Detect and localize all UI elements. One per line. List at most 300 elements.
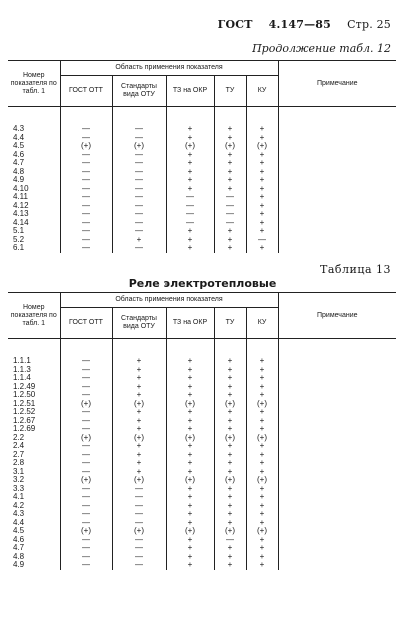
otu-cell: — bbox=[112, 244, 166, 253]
table-row bbox=[8, 408, 396, 417]
tu-cell: (+) bbox=[214, 142, 246, 151]
page-number: Стр. 25 bbox=[347, 18, 391, 31]
indicator-number: 4.2 bbox=[13, 500, 25, 510]
note-cell bbox=[278, 357, 396, 366]
note-cell bbox=[278, 434, 396, 443]
ku-cell: (+) bbox=[246, 476, 278, 485]
tz-cell: + bbox=[166, 357, 214, 366]
tz-cell: + bbox=[166, 168, 214, 177]
ott-cell: (+) bbox=[60, 527, 112, 536]
ott-cell: — bbox=[60, 244, 112, 253]
tu-cell: + bbox=[214, 374, 246, 383]
column-header-ott: ГОСТ ОТТ bbox=[60, 308, 112, 339]
tz-cell: + bbox=[166, 134, 214, 143]
note-cell bbox=[278, 485, 396, 494]
tu-cell: + bbox=[214, 553, 246, 562]
ott-cell: — bbox=[60, 468, 112, 477]
otu-cell: + bbox=[112, 451, 166, 460]
ott-cell: — bbox=[60, 383, 112, 392]
column-header-note: Примечание bbox=[278, 61, 396, 107]
ott-cell: — bbox=[60, 176, 112, 185]
note-cell bbox=[278, 544, 396, 553]
tu-cell: + bbox=[214, 544, 246, 553]
tz-cell: + bbox=[166, 244, 214, 253]
column-header-ku: КУ bbox=[246, 76, 278, 107]
ku-cell: + bbox=[246, 193, 278, 202]
note-cell bbox=[278, 519, 396, 528]
otu-cell: — bbox=[112, 519, 166, 528]
table12-continuation-title: Продолжение табл. 12 bbox=[252, 42, 391, 55]
note-cell bbox=[278, 244, 396, 253]
indicator-number: 1.2.51 bbox=[13, 398, 36, 408]
ott-cell: — bbox=[60, 536, 112, 545]
tu-cell: + bbox=[214, 417, 246, 426]
note-cell bbox=[278, 408, 396, 417]
otu-cell: + bbox=[112, 357, 166, 366]
table-row bbox=[8, 185, 396, 194]
note-cell bbox=[278, 227, 396, 236]
tu-cell: + bbox=[214, 451, 246, 460]
otu-cell: — bbox=[112, 561, 166, 570]
indicator-number: 4.14 bbox=[13, 217, 29, 227]
note-cell bbox=[278, 425, 396, 434]
note-cell bbox=[278, 142, 396, 151]
tz-cell: + bbox=[166, 417, 214, 426]
indicator-number: 4.8 bbox=[13, 166, 25, 176]
indicator-number: 1.2.52 bbox=[13, 407, 36, 416]
tz-cell: + bbox=[166, 468, 214, 477]
note-cell bbox=[278, 493, 396, 502]
note-cell bbox=[278, 553, 396, 562]
tu-cell: + bbox=[214, 485, 246, 494]
indicator-number: 2.2 bbox=[13, 432, 25, 442]
ott-cell: — bbox=[60, 502, 112, 511]
tu-cell: + bbox=[214, 425, 246, 434]
note-cell bbox=[278, 459, 396, 468]
tz-cell: + bbox=[166, 185, 214, 194]
table-row bbox=[8, 434, 396, 443]
otu-cell: + bbox=[112, 383, 166, 392]
ku-cell: + bbox=[246, 210, 278, 219]
otu-cell: + bbox=[112, 417, 166, 426]
ott-cell: (+) bbox=[60, 142, 112, 151]
table-row bbox=[8, 168, 396, 177]
indicator-number: 4.6 bbox=[13, 149, 25, 159]
indicator-number: 2.8 bbox=[13, 458, 25, 467]
note-cell bbox=[278, 510, 396, 519]
note-cell bbox=[278, 168, 396, 177]
table13-title: Реле электротепловые bbox=[128, 277, 277, 290]
ku-cell: + bbox=[246, 417, 278, 426]
tz-cell: — bbox=[166, 219, 214, 228]
note-cell bbox=[278, 210, 396, 219]
tz-cell: + bbox=[166, 159, 214, 168]
table-row bbox=[8, 142, 396, 151]
tz-cell: (+) bbox=[166, 142, 214, 151]
ott-cell: — bbox=[60, 485, 112, 494]
table-row bbox=[8, 510, 396, 519]
tz-cell: + bbox=[166, 236, 214, 245]
otu-cell: (+) bbox=[112, 476, 166, 485]
note-cell bbox=[278, 400, 396, 409]
tz-cell: + bbox=[166, 519, 214, 528]
ott-cell: — bbox=[60, 408, 112, 417]
tu-cell: — bbox=[214, 202, 246, 211]
note-cell bbox=[278, 391, 396, 400]
tu-cell: + bbox=[214, 366, 246, 375]
table-row bbox=[8, 193, 396, 202]
tz-cell: + bbox=[166, 391, 214, 400]
table-12 bbox=[8, 60, 396, 253]
tz-cell: + bbox=[166, 544, 214, 553]
ku-cell: + bbox=[246, 374, 278, 383]
ott-cell: — bbox=[60, 125, 112, 134]
tu-cell: — bbox=[214, 536, 246, 545]
note-cell bbox=[278, 383, 396, 392]
otu-cell: (+) bbox=[112, 400, 166, 409]
otu-cell: + bbox=[112, 408, 166, 417]
table-12-body bbox=[8, 107, 396, 253]
ott-cell: — bbox=[60, 459, 112, 468]
ott-cell: — bbox=[60, 236, 112, 245]
tz-cell: + bbox=[166, 561, 214, 570]
ott-cell: (+) bbox=[60, 400, 112, 409]
column-header-number: Номер показателя по табл. 1 bbox=[8, 61, 60, 107]
table13-label: Таблица 13 bbox=[320, 263, 391, 276]
tu-cell: + bbox=[214, 459, 246, 468]
otu-cell: — bbox=[112, 553, 166, 562]
otu-cell: (+) bbox=[112, 527, 166, 536]
tu-cell: + bbox=[214, 493, 246, 502]
otu-cell: — bbox=[112, 227, 166, 236]
tz-cell: + bbox=[166, 425, 214, 434]
indicator-number: 4.7 bbox=[13, 543, 25, 552]
tu-cell: + bbox=[214, 510, 246, 519]
table-row bbox=[8, 151, 396, 160]
ott-cell: — bbox=[60, 357, 112, 366]
table-row bbox=[8, 244, 396, 253]
tu-cell: + bbox=[214, 357, 246, 366]
indicator-number: 4.13 bbox=[13, 209, 29, 218]
tz-cell: + bbox=[166, 227, 214, 236]
otu-cell: + bbox=[112, 366, 166, 375]
indicator-number: 4.5 bbox=[13, 141, 25, 150]
ku-cell: + bbox=[246, 459, 278, 468]
column-header-area: Область применения показателя bbox=[60, 293, 278, 308]
tz-cell: + bbox=[166, 408, 214, 417]
ku-cell: + bbox=[246, 125, 278, 134]
note-cell bbox=[278, 193, 396, 202]
column-header-tz: ТЗ на ОКР bbox=[166, 76, 214, 107]
table-row bbox=[8, 374, 396, 383]
note-cell bbox=[278, 527, 396, 536]
ku-cell: (+) bbox=[246, 527, 278, 536]
table-row bbox=[8, 527, 396, 536]
ott-cell: (+) bbox=[60, 476, 112, 485]
ott-cell: — bbox=[60, 374, 112, 383]
tz-cell: + bbox=[166, 493, 214, 502]
table-row bbox=[8, 493, 396, 502]
ott-cell: — bbox=[60, 417, 112, 426]
indicator-number: 1.2.50 bbox=[13, 390, 36, 399]
otu-cell: + bbox=[112, 374, 166, 383]
tu-cell: + bbox=[214, 391, 246, 400]
tz-cell: (+) bbox=[166, 400, 214, 409]
ku-cell: (+) bbox=[246, 400, 278, 409]
tz-cell: + bbox=[166, 536, 214, 545]
tz-cell: (+) bbox=[166, 476, 214, 485]
tu-cell: + bbox=[214, 383, 246, 392]
tz-cell: + bbox=[166, 125, 214, 134]
ku-cell: + bbox=[246, 502, 278, 511]
ku-cell: + bbox=[246, 244, 278, 253]
page-header bbox=[218, 18, 391, 31]
otu-cell: — bbox=[112, 485, 166, 494]
indicator-number: 4.12 bbox=[13, 200, 29, 210]
note-cell bbox=[278, 134, 396, 143]
note-cell bbox=[278, 236, 396, 245]
table-row bbox=[8, 125, 396, 134]
table-row bbox=[8, 202, 396, 211]
indicator-number: 4.4 bbox=[13, 132, 25, 142]
ku-cell: + bbox=[246, 383, 278, 392]
tu-cell: + bbox=[214, 519, 246, 528]
indicator-number: 4.10 bbox=[13, 183, 29, 193]
note-cell bbox=[278, 536, 396, 545]
note-cell bbox=[278, 451, 396, 460]
tu-cell: + bbox=[214, 561, 246, 570]
tu-cell: + bbox=[214, 125, 246, 134]
ku-cell: + bbox=[246, 536, 278, 545]
otu-cell: — bbox=[112, 185, 166, 194]
ku-cell: — bbox=[246, 236, 278, 245]
indicator-number: 2.7 bbox=[13, 449, 25, 459]
note-cell bbox=[278, 502, 396, 511]
note-cell bbox=[278, 125, 396, 134]
ott-cell: — bbox=[60, 210, 112, 219]
otu-cell: — bbox=[112, 510, 166, 519]
otu-cell: — bbox=[112, 193, 166, 202]
otu-cell: — bbox=[112, 151, 166, 160]
otu-cell: — bbox=[112, 134, 166, 143]
table-row bbox=[8, 219, 396, 228]
note-cell bbox=[278, 219, 396, 228]
table-row bbox=[8, 391, 396, 400]
note-cell bbox=[278, 151, 396, 160]
otu-cell: + bbox=[112, 442, 166, 451]
tz-cell: + bbox=[166, 366, 214, 375]
note-cell bbox=[278, 185, 396, 194]
otu-cell: + bbox=[112, 468, 166, 477]
table-row bbox=[8, 210, 396, 219]
ku-cell: (+) bbox=[246, 142, 278, 151]
ott-cell: — bbox=[60, 561, 112, 570]
ku-cell: + bbox=[246, 408, 278, 417]
column-header-tz: ТЗ на ОКР bbox=[166, 308, 214, 339]
column-header-note: Примечание bbox=[278, 293, 396, 339]
indicator-number: 4.9 bbox=[13, 175, 25, 184]
table-row bbox=[8, 553, 396, 562]
ott-cell: — bbox=[60, 185, 112, 194]
column-header-otu: Стандарты вида ОТУ bbox=[112, 76, 166, 107]
ku-cell: + bbox=[246, 519, 278, 528]
ku-cell: + bbox=[246, 468, 278, 477]
tz-cell: + bbox=[166, 502, 214, 511]
ku-cell: + bbox=[246, 134, 278, 143]
ku-cell: + bbox=[246, 561, 278, 570]
ott-cell: — bbox=[60, 391, 112, 400]
ku-cell: + bbox=[246, 168, 278, 177]
indicator-number: 1.2.67 bbox=[13, 415, 36, 425]
otu-cell: — bbox=[112, 176, 166, 185]
tu-cell: + bbox=[214, 168, 246, 177]
ott-cell: — bbox=[60, 519, 112, 528]
standard-number: 4.147—85 bbox=[268, 18, 331, 31]
indicator-number: 3.3 bbox=[13, 483, 25, 493]
ott-cell: — bbox=[60, 366, 112, 375]
indicator-number: 4.8 bbox=[13, 551, 25, 561]
otu-cell: + bbox=[112, 236, 166, 245]
ku-cell: + bbox=[246, 391, 278, 400]
ku-cell: + bbox=[246, 442, 278, 451]
ott-cell: — bbox=[60, 451, 112, 460]
ott-cell: — bbox=[60, 168, 112, 177]
ku-cell: + bbox=[246, 159, 278, 168]
tz-cell: + bbox=[166, 459, 214, 468]
tu-cell: — bbox=[214, 219, 246, 228]
tz-cell: + bbox=[166, 176, 214, 185]
note-cell bbox=[278, 159, 396, 168]
ku-cell: + bbox=[246, 553, 278, 562]
indicator-number: 4.11 bbox=[13, 192, 28, 201]
tz-cell: + bbox=[166, 485, 214, 494]
otu-cell: — bbox=[112, 125, 166, 134]
tu-cell: + bbox=[214, 227, 246, 236]
table-row bbox=[8, 459, 396, 468]
otu-cell: — bbox=[112, 159, 166, 168]
column-header-tu: ТУ bbox=[214, 76, 246, 107]
note-cell bbox=[278, 468, 396, 477]
otu-cell: — bbox=[112, 168, 166, 177]
tz-cell: + bbox=[166, 383, 214, 392]
tu-cell: + bbox=[214, 244, 246, 253]
indicator-number: 1.1.4 bbox=[13, 373, 31, 382]
tz-cell: + bbox=[166, 151, 214, 160]
note-cell bbox=[278, 176, 396, 185]
tu-cell: + bbox=[214, 176, 246, 185]
table-row bbox=[8, 442, 396, 451]
table-row bbox=[8, 357, 396, 366]
otu-cell: — bbox=[112, 544, 166, 553]
standard-label: ГОСТ bbox=[217, 18, 253, 31]
tu-cell: + bbox=[214, 185, 246, 194]
table-row bbox=[8, 400, 396, 409]
tu-cell: — bbox=[214, 210, 246, 219]
column-header-number: Номер показателя по табл. 1 bbox=[8, 293, 60, 339]
tu-cell: (+) bbox=[214, 476, 246, 485]
tz-cell: — bbox=[166, 210, 214, 219]
column-header-otu: Стандарты вида ОТУ bbox=[112, 308, 166, 339]
tz-cell: (+) bbox=[166, 434, 214, 443]
indicator-number: 4.3 bbox=[13, 124, 25, 133]
tu-cell: + bbox=[214, 442, 246, 451]
column-header-ott: ГОСТ ОТТ bbox=[60, 76, 112, 107]
ott-cell: — bbox=[60, 553, 112, 562]
note-cell bbox=[278, 366, 396, 375]
tu-cell: + bbox=[214, 159, 246, 168]
tu-cell: — bbox=[214, 193, 246, 202]
table-row bbox=[8, 159, 396, 168]
indicator-number: 1.2.49 bbox=[13, 381, 36, 391]
tu-cell: + bbox=[214, 408, 246, 417]
indicator-number: 4.5 bbox=[13, 526, 25, 535]
ku-cell: + bbox=[246, 451, 278, 460]
tu-cell: + bbox=[214, 151, 246, 160]
indicator-number: 4.1 bbox=[13, 492, 25, 501]
tu-cell: + bbox=[214, 134, 246, 143]
tu-cell: + bbox=[214, 236, 246, 245]
table-row bbox=[8, 468, 396, 477]
otu-cell: + bbox=[112, 459, 166, 468]
indicator-number: 4.9 bbox=[13, 560, 25, 569]
column-header-ku: КУ bbox=[246, 308, 278, 339]
otu-cell: (+) bbox=[112, 434, 166, 443]
column-header-tu: ТУ bbox=[214, 308, 246, 339]
table-row bbox=[8, 176, 396, 185]
ku-cell: + bbox=[246, 510, 278, 519]
ku-cell: + bbox=[246, 544, 278, 553]
tz-cell: + bbox=[166, 442, 214, 451]
tu-cell: (+) bbox=[214, 400, 246, 409]
table-row bbox=[8, 485, 396, 494]
table-row bbox=[8, 561, 396, 570]
ott-cell: — bbox=[60, 134, 112, 143]
table-row bbox=[8, 417, 396, 426]
indicator-number: 5.1 bbox=[13, 226, 25, 235]
note-cell bbox=[278, 561, 396, 570]
ott-cell: — bbox=[60, 202, 112, 211]
note-cell bbox=[278, 374, 396, 383]
ku-cell: + bbox=[246, 202, 278, 211]
ku-cell: + bbox=[246, 366, 278, 375]
table-row bbox=[8, 134, 396, 143]
indicator-number: 4.3 bbox=[13, 509, 25, 518]
ku-cell: + bbox=[246, 425, 278, 434]
otu-cell: — bbox=[112, 202, 166, 211]
table-row bbox=[8, 383, 396, 392]
indicator-number: 4.7 bbox=[13, 158, 25, 167]
note-cell bbox=[278, 202, 396, 211]
otu-cell: + bbox=[112, 425, 166, 434]
table-row bbox=[8, 425, 396, 434]
tz-cell: + bbox=[166, 374, 214, 383]
ott-cell: — bbox=[60, 151, 112, 160]
tu-cell: + bbox=[214, 468, 246, 477]
ott-cell: — bbox=[60, 159, 112, 168]
indicator-number: 1.1.3 bbox=[13, 364, 31, 374]
ku-cell: + bbox=[246, 357, 278, 366]
ku-cell: + bbox=[246, 185, 278, 194]
ott-cell: — bbox=[60, 442, 112, 451]
indicator-number: 4.6 bbox=[13, 534, 25, 544]
table-row bbox=[8, 451, 396, 460]
otu-cell: — bbox=[112, 502, 166, 511]
table-row bbox=[8, 227, 396, 236]
ku-cell: + bbox=[246, 485, 278, 494]
ku-cell: + bbox=[246, 151, 278, 160]
tz-cell: — bbox=[166, 193, 214, 202]
note-cell bbox=[278, 417, 396, 426]
